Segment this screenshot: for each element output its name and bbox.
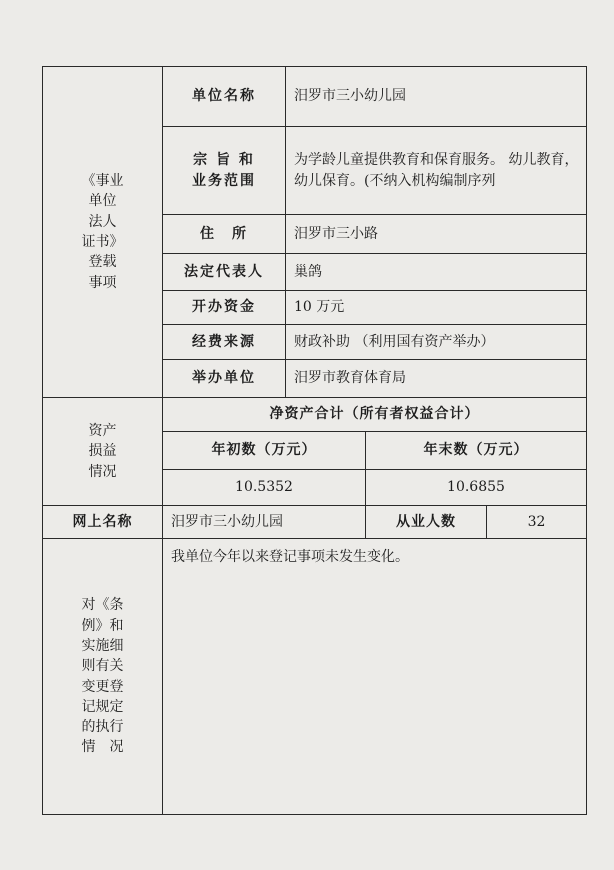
- label-legal-representative: 法定代表人: [163, 254, 286, 291]
- label-purpose-scope: 宗 旨 和 业务范围: [163, 127, 286, 215]
- value-funding-source: 财政补助 （利用国有资产举办）: [286, 325, 587, 360]
- value-sponsor: 汨罗市教育体育局: [286, 360, 587, 398]
- value-unit-name: 汨罗市三小幼儿园: [286, 67, 587, 127]
- label-unit-name: 单位名称: [163, 67, 286, 127]
- value-purpose-scope: 为学龄儿童提供教育和保育服务。 幼儿教育，幼儿保育。(不纳入机构编制序列: [286, 127, 587, 215]
- registration-report-table: [42, 66, 587, 815]
- value-online-name: 汨罗市三小幼儿园: [163, 506, 366, 539]
- value-start-capital: 10 万元: [286, 291, 587, 325]
- label-funding-source: 经费来源: [163, 325, 286, 360]
- table-row: [43, 539, 587, 815]
- label-address: 住 所: [163, 215, 286, 254]
- changes-content: 我单位今年以来登记事项未发生变化。: [163, 539, 587, 815]
- assets-side-label: 资产 损益 情况: [43, 398, 163, 506]
- label-staff-count: 从业人数: [366, 506, 487, 539]
- value-end: 10.6855: [366, 470, 587, 506]
- label-start-capital: 开办资金: [163, 291, 286, 325]
- table-row: [43, 398, 587, 432]
- label-sponsor: 举办单位: [163, 360, 286, 398]
- col-begin-header: 年初数（万元）: [163, 432, 366, 470]
- value-address: 汨罗市三小路: [286, 215, 587, 254]
- net-assets-header: 净资产合计（所有者权益合计）: [163, 398, 587, 432]
- changes-side-label: 对《条 例》和 实施细 则有关 变更登 记规定 的执行 情 况: [43, 539, 163, 815]
- table-row: [43, 506, 587, 539]
- value-begin: 10.5352: [163, 470, 366, 506]
- label-online-name: 网上名称: [43, 506, 163, 539]
- table-row: [43, 67, 587, 127]
- value-legal-representative: 巢鸽: [286, 254, 587, 291]
- registration-side-label: 《事业 单位 法人 证书》 登载 事项: [43, 67, 163, 398]
- col-end-header: 年末数（万元）: [366, 432, 587, 470]
- value-staff-count: 32: [487, 506, 587, 539]
